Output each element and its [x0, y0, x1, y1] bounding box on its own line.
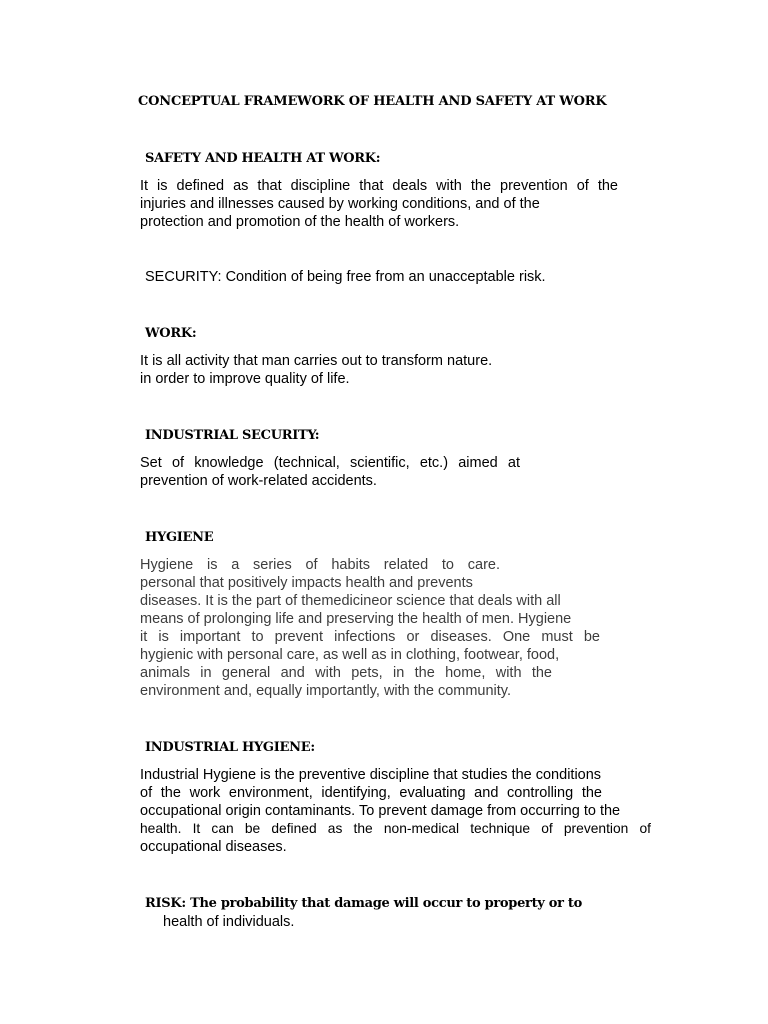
section-body: Hygiene is a series of habits related to care. personal that positively impacts health and prevents diseases. It is the part of themedicineor science that deals with all means of prolonging life and preserving the health of men. Hygiene it is important to prevent infections or diseases. One must be hygienic with personal care, as well as in clothing, footwear, food, animals in general and with pets, in the home, with the environment and, equally importantly, with the community.: [140, 557, 600, 699]
section-heading: HYGIENE: [145, 530, 214, 545]
section-heading: SECURITY: Condition of being free from an unacceptable risk.: [145, 269, 546, 285]
section-safety-and-health: [140, 149, 652, 231]
section-body: Set of knowledge (technical, scientific, etc.) aimed at prevention of work-related accidents.: [140, 455, 520, 489]
document-title: CONCEPTUAL FRAMEWORK OF HEALTH AND SAFETY AT WORK: [138, 94, 607, 109]
section-industrial-hygiene: [140, 738, 652, 856]
section-heading: WORK:: [145, 326, 197, 341]
section-work: [140, 324, 652, 388]
section-heading: INDUSTRIAL SECURITY:: [145, 428, 320, 443]
section-hygiene: [140, 528, 652, 700]
section-heading: RISK: The probability that damage will occur to property or to: [145, 896, 583, 911]
section-heading: SAFETY AND HEALTH AT WORK:: [145, 151, 381, 166]
section-industrial-security: [140, 426, 652, 490]
section-body: It is defined as that discipline that deals with the prevention of the injuries and illnesses caused by working conditions, and of the protection and promotion of the health of workers.: [140, 178, 618, 230]
section-body: health of individuals.: [163, 914, 295, 930]
section-heading: INDUSTRIAL HYGIENE:: [145, 740, 315, 755]
section-body: Industrial Hygiene is the preventive discipline that studies the conditions of the work environment, identifying, evaluating and controlling the occupational origin contaminants. To prevent damage from occurring to the health. It can be defined as the non-medical technique of prevention of occupational diseases.: [140, 767, 651, 855]
section-risk: [140, 894, 652, 931]
section-security: [140, 268, 652, 286]
section-body: It is all activity that man carries out to transform nature. in order to improve quality of life.: [140, 353, 493, 387]
